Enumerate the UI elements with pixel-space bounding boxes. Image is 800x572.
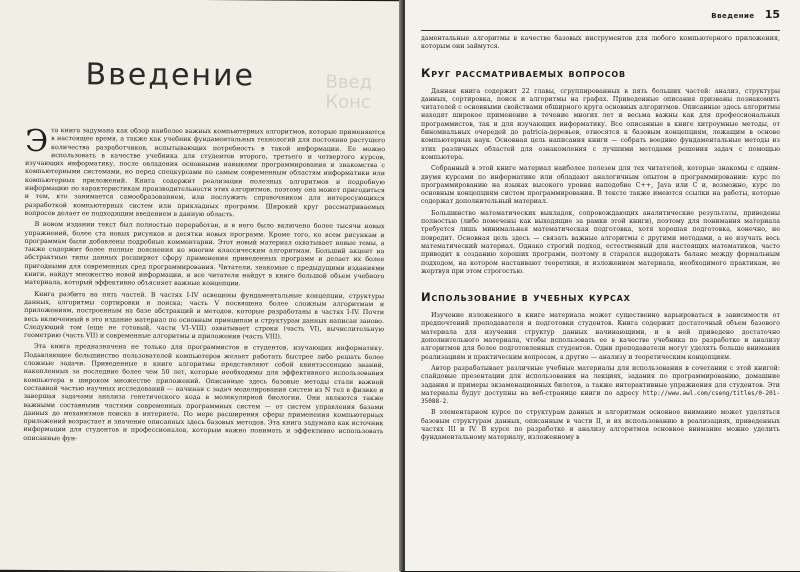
paragraph-3: Книга разбита на пять частей. В частях I-IV освещены фундаментальные концепции, структуры данных, алгоритмы сортировки и поиска; часть V посвящена более сложным алгоритмам и приложениям, построенным на базе абстракций и методов, которые разработаны в частях I-IV. Почти весь включенный в это издание материал по основным принципам и структурам данных написан заново. Следующий том (еще не готовый, части VI–VIII) охватывает строки (часть VI), вычислительную геометрию (часть VII) и современные алгоритмы и приложения (часть VIII). [23,290,385,341]
scope-paragraph-1: Данная книга содержит 22 главы, сгруппированных в пять больших частей: анализ, структуры данных, сортировка, поиск и алгоритмы на графах. Приведенные описания призваны познакомить читателей с основными свойствами обширного круга основных алгоритмов. Описанные здесь алгоритмы находят широкое применение в течение многих лет и весьма важны как для профессиональных программистов, так и для изучающих информатику. Все описанные в книге хитроумные методы, от биномиальных очередей до patricia-деревьев, относятся к базовым концепциям, лежащим в основе компьютерных наук. Основная цель написания книги — собрать воедино фундаментальные методы из этих различных областей для ознакомления с лучшими методами решения задач с помощью компьютера. [421,87,780,161]
running-head-title: Введение [711,12,755,20]
paragraph-1 [24,123,386,220]
continued-paragraph: даментальные алгоритмы в качестве базовых инструментов для любого компьютерного приложения, которым они займутся. [421,35,780,51]
book-url: http://www.awl.com/cseng/titles/0-201-35088-2 [421,389,780,406]
scope-paragraph-2: Собранный в этой книге материал наиболее полезен для тех читателей, которые знакомы с одним-двумя курсами по информатике или обладают аналогичным опытом в программировании: курс по программированию на языках высокого уровня наподобие C++, Java или C и, возможно, курс по основным концепциям систем программирования. В тексте также имеются ссылки на работы, которые содержат дополнительный материал. [421,165,780,206]
paragraph-2: В новом издании текст был полностью переработан, и в него было включено более тысячи новых упражнений, более ста новых рисунков и десятки новых программ. Кроме того, ко всем рисункам и программам были добавлены подробные комментарии. Этот новый материал охватывает новые темы, а также содержит более полные пояснения ко многим классическим алгоритмам. Больший акцент на абстрактные типы данных расширяет сферу применения приведенных программ и делает их более пригодными для современных сред программирования. Читатели, знакомые с предыдущими изданиями книги, найдут множество новой информации, и все читатели найдут в книге большой объем учебного материала, который эффективно объясняет важные концепции. [24,221,385,288]
right-page [405,0,800,571]
drop-cap: Э [25,123,49,160]
courses-paragraph-2-text: Автор разрабатывает различные учебные материалы для использования в сочетании с этой книгой: слайдовые презентации для использования на лекциях, задания по программированию, домашние задания и примеры экзаменационных билетов, а также интерактивные упражнения для студентов. Эти материалы будут доступны на веб-странице книги по адресу [421,364,780,397]
courses-paragraph-3: В элементарном курсе по структурам данных и алгоритмам основное внимание может уделяться базовым структурам данных, описанным в части II, и их использованию в реализациях, приведенных частях III и IV. В курсе по разработке и анализу алгоритмов основное внимание можно уделить фундаментальному материалу, изложенному в [421,409,780,442]
section-heading-courses: Использование в учебных курсах [421,290,631,305]
show-through-text: Введ Конс [325,71,373,114]
scope-paragraph-3: Большинство математических выкладок, сопровождающих аналитические результаты, приведены полностью (либо помечены как выходящие за рамки этой книги), поэтому для понимания материала требуется лишь минимальная математическая подготовка, хотя хорошая подготовка, конечно, не повредит. Основная цель здесь — связать важные алгоритмы с другими методами, а не изучать весь математический материал. Однако строгий подход, естественный для настоящих математиков, часто приводит к созданию хороших программ, поэтому я старался выдержать баланс между формальным подходом, на котором настаивают теоретики, и изложением материала, необходимого практикам, не жертвуя при этом строгостью. [421,209,780,275]
courses-paragraph-1: Изучение изложенного в книге материала может существенно варьироваться в зависимости от предпочтений преподавателя и подготовки студентов. Книга содержит достаточный объем базового материала для изучения структур данных начинающими, и в ней приведено достаточно дополнительного материала, чтобы использовать ее в качестве учебника по разработке и анализу алгоритмов для более подготовленных студентов. Одни преподаватели могут уделять больше внимания реализациям и практическим вопросам, а другие — анализу и теоретическим концепциям. [421,312,780,361]
section-heading-scope: Круг рассматриваемых вопросов [421,65,626,80]
chapter-title: Введение [85,57,256,94]
page-number: 15 [764,8,780,21]
chapter-header [25,57,385,129]
header-rule [421,30,780,31]
paragraph-4: Эта книга предназначена не только для программистов и студентов, изучающих информатику. Подавляющее большинство пользователей компьютеров желает работать быстрее либо решать более сложные задачи. Приведенные в книге алгоритмы представляют собой квинтэссенцию знаний, накопленных за последние более чем 50 лет, которые необходимы для эффективного использования компьютера в широком множестве приложений. Описанные здесь базовые методы стали важной составной частью научных исследований — начиная с задач моделирования систем из N тел в физике и завершая задачами анализа генетического кода в молекулярной биологии. Они являются также важными составными частями современных программных систем — от систем управления базами данных до механизмов поиска в интернете. По мере расширения сферы применения компьютерных приложений возрастает и значение описанных здесь базовых методов. Эта книга задумана как источник информации для студентов и профессионалов, которым важно понимать и эффективно использовать описанные фун- [23,343,384,442]
running-head [421,0,780,30]
courses-paragraph-2 [421,365,780,406]
courses-paragraph-2-end: . [446,398,449,406]
paragraph-1-text: та книга задумана как обзор наиболее важных компьютерных алгоритмов, которые применяются в настоящее время, а также как учебник фундаментальных технологий для постоянно растущего количества разработчиков, испытывающих потребность в такой информации. Ее можно использовать в качестве учебника для студентов второго, третьего и четвертого курсов, изучающих информатику, после овладения основными навыками программирования и знакомства с компьютерными системами, но перед спецкурсами по самым современным областям информатики или компьютерных приложений. Книга содержит реализации полезных алгоритмов и подробную информацию по характеристикам производительности этих алгоритмов, поэтому она может пригодиться и тем, кто занимается самообразованием, или послужить справочником для интересующихся разработкой компьютерных систем или прикладных программ. Широкий круг рассматриваемых вопросов делает ее подходящим введением в данную область. [24,127,386,219]
